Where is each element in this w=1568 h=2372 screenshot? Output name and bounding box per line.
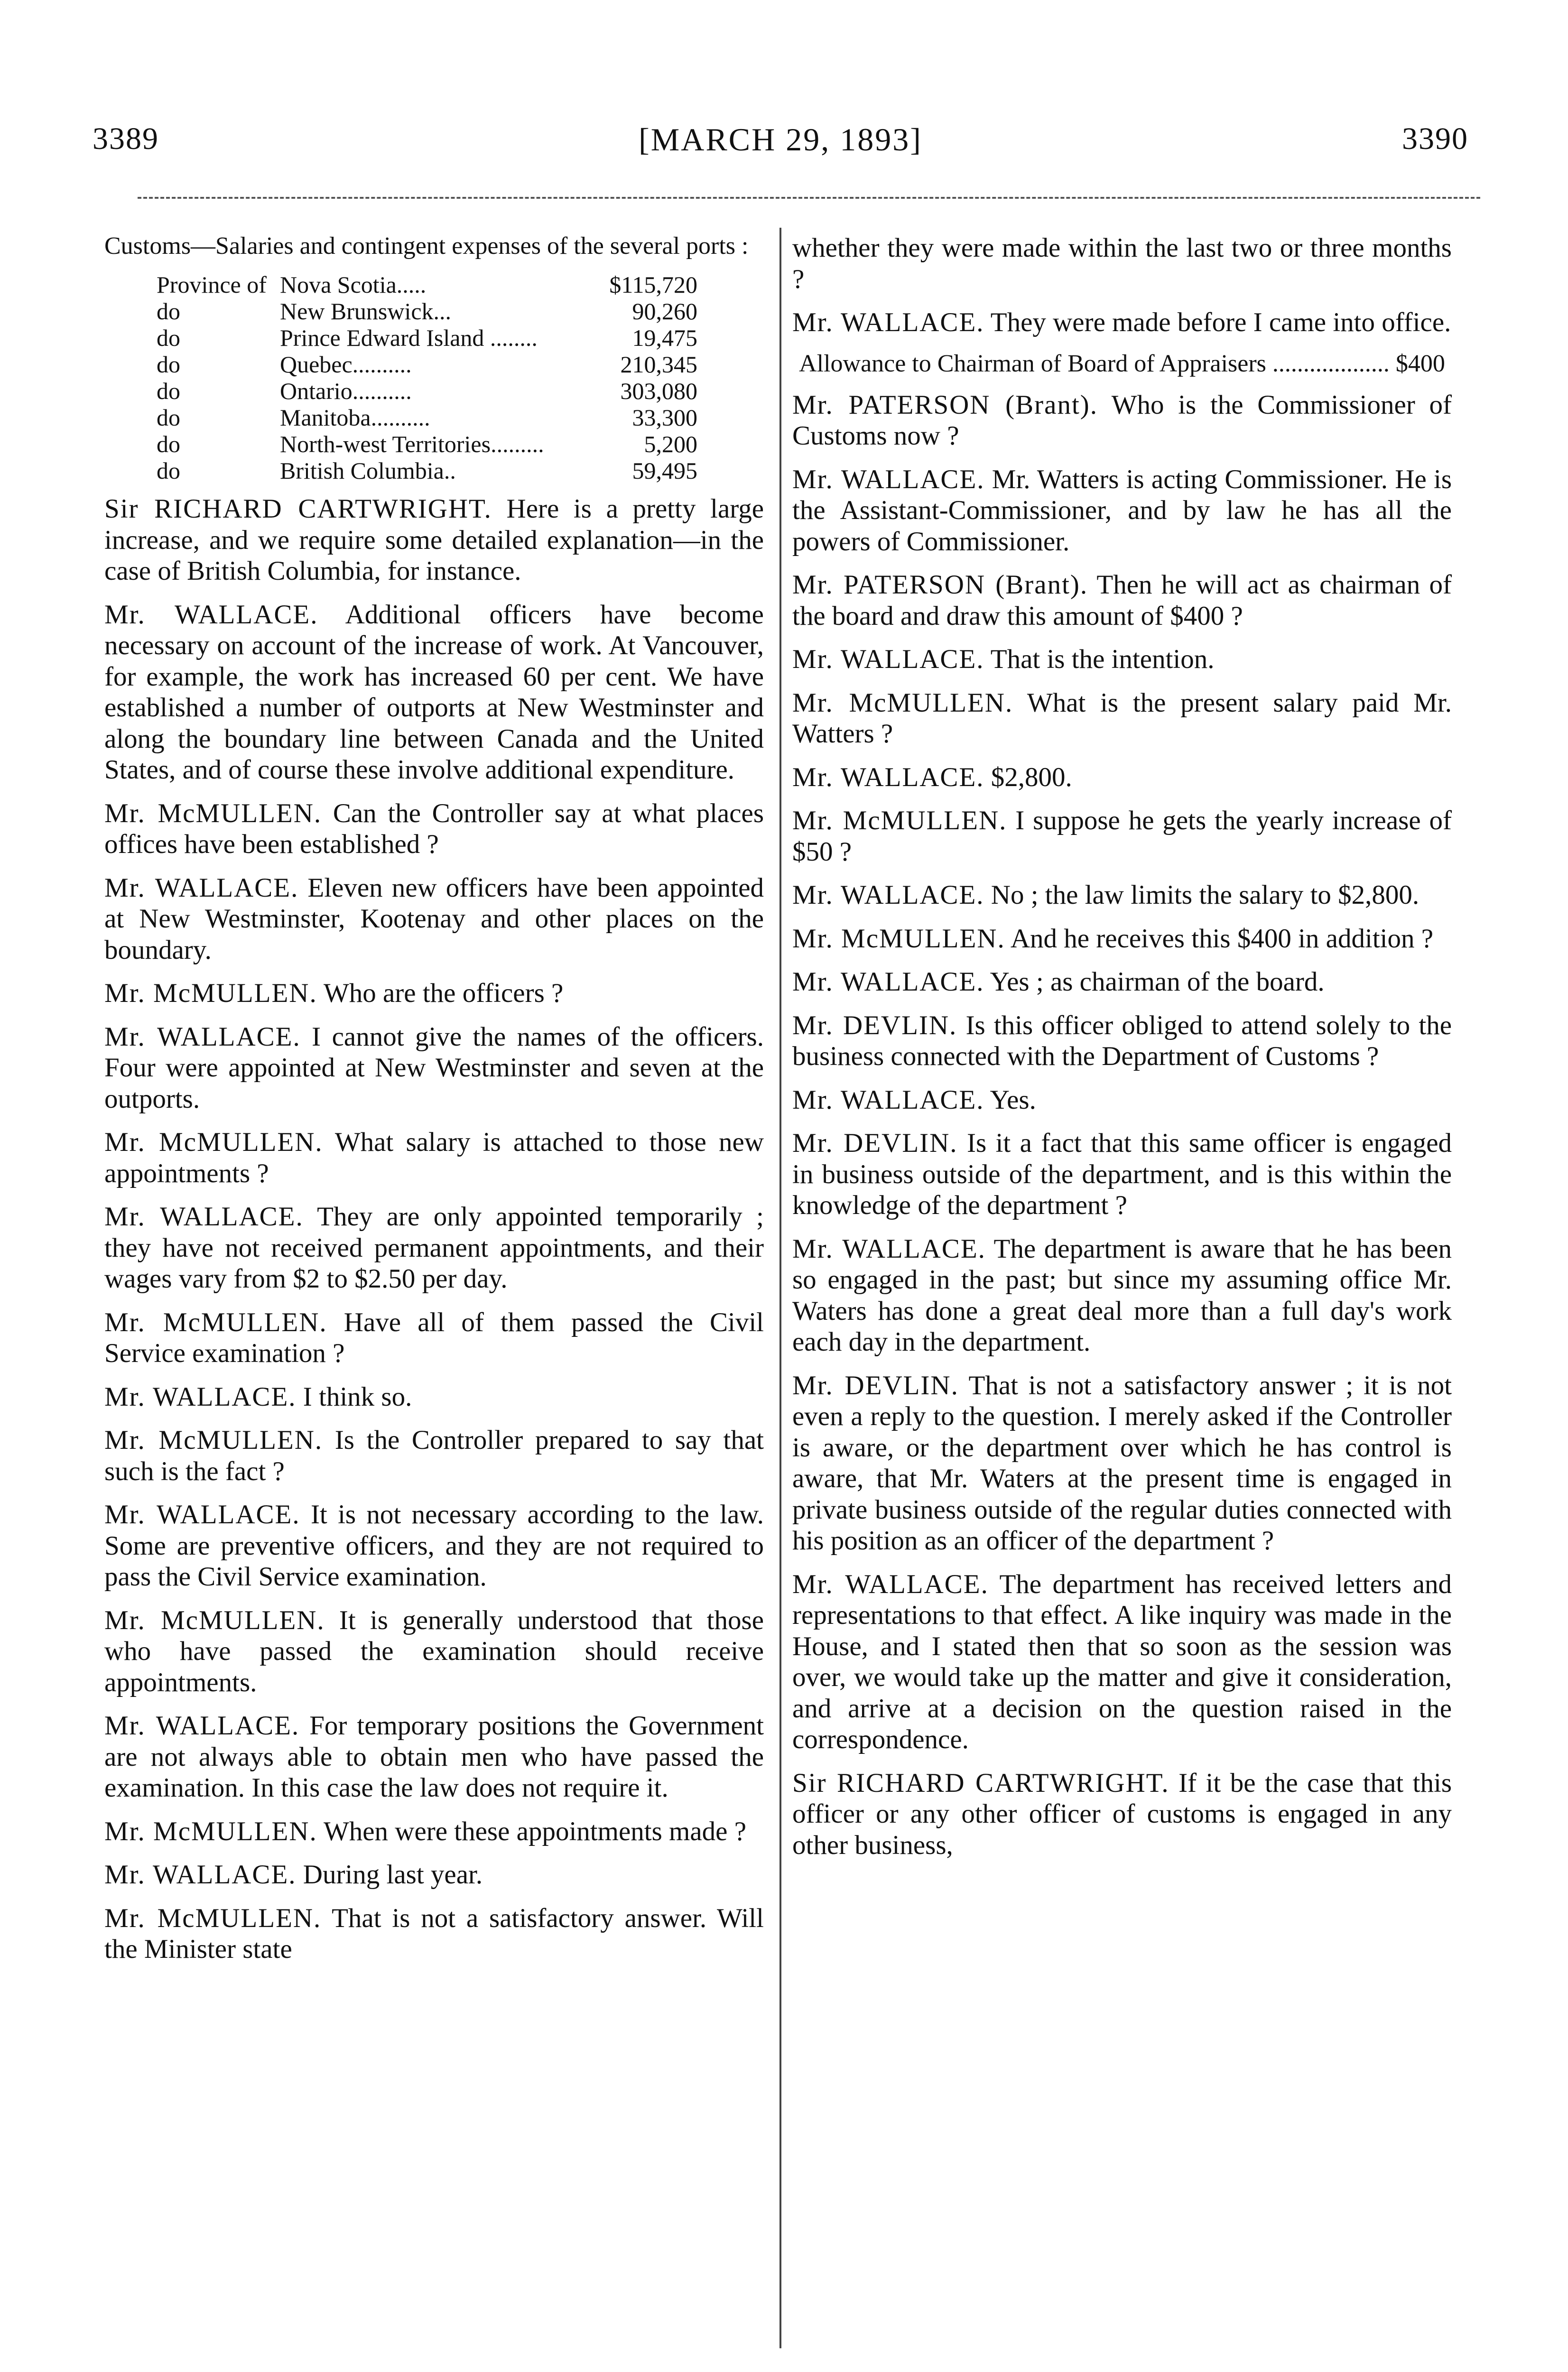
- speech-text: Is this officer obliged to attend solely to the business connected with the Department of Customs ?: [792, 1010, 1452, 1071]
- speech-text: During last year.: [303, 1860, 483, 1890]
- speech-text: Yes.: [990, 1084, 1036, 1115]
- port-name: North-west Territories.........: [280, 431, 544, 457]
- speech-paragraph: [104, 1021, 764, 1115]
- speech-paragraph: [104, 1816, 764, 1847]
- speaker-name: Mr. WALLACE.: [104, 1381, 297, 1412]
- port-row: [104, 324, 764, 351]
- speech-paragraph: [792, 1010, 1452, 1072]
- speech-paragraph: [792, 762, 1452, 793]
- allowance-label: Allowance to Chairman of Board of Appraisers ...................: [799, 350, 1390, 377]
- port-row: [104, 431, 764, 457]
- speaker-name: Mr. PATERSON (Brant).: [792, 570, 1088, 600]
- port-amount: 5,200: [644, 431, 697, 457]
- speech-text: The department has received letters and representations to that effect. A like inquiry was made in the House, and I stated then that so soon as the session was over, we would take up the matter and give it consideration, and arrive at a decision on the question raised in the correspondence.: [792, 1569, 1452, 1754]
- speech-text: For temporary positions the Government are not always able to obtain men who have passed the examination. In this case the law does not require it.: [104, 1711, 764, 1803]
- speech-paragraph: [792, 232, 1452, 295]
- speech-paragraph: [792, 644, 1452, 675]
- left-page-number: 3389: [93, 121, 159, 156]
- speech-paragraph: [104, 798, 764, 860]
- speech-paragraph: [104, 1499, 764, 1593]
- estimate-item-customs-salaries: Customs—Salaries and contingent expenses of the several ports :: [104, 232, 749, 259]
- port-prefix: do: [157, 324, 180, 351]
- port-name: Nova Scotia.....: [280, 271, 427, 298]
- port-prefix: do: [157, 404, 180, 431]
- port-expenses-table: [104, 271, 764, 484]
- port-row: [104, 457, 764, 484]
- speech-paragraph: [792, 1084, 1452, 1116]
- speech-text: Eleven new officers have been appointed at New Westminster, Kootenay and other places on the boundary.: [104, 872, 764, 965]
- speaker-name: Mr. WALLACE.: [104, 1202, 304, 1232]
- speaker-name: Mr. WALLACE.: [792, 464, 985, 494]
- speech-paragraph: [104, 599, 764, 786]
- speaker-name: Mr. McMULLEN.: [104, 1425, 323, 1455]
- speech-text: I suppose he gets the yearly increase of $50 ?: [792, 806, 1452, 867]
- speech-text: What is the present salary paid Mr. Watters ?: [792, 687, 1452, 749]
- speaker-name: Mr. PATERSON (Brant).: [792, 389, 1098, 420]
- speech-text: Additional officers have become necessary on account of the increase of work. At Vancouver, for example, the work has increased 60 per cent. We have established a number of outports at New Westminster and along the boundary line between Canada and the United States, and of course these involve additional expenditure.: [104, 599, 764, 785]
- speech-text: Is the Controller prepared to say that such is the fact ?: [104, 1425, 764, 1486]
- speech-text: Who is the Commissioner of Customs now ?: [792, 389, 1452, 451]
- speaker-name: Mr. McMULLEN.: [792, 923, 1005, 954]
- port-prefix: do: [157, 431, 180, 457]
- port-amount: 303,080: [620, 378, 697, 404]
- speaker-name: Mr. McMULLEN.: [104, 1605, 325, 1635]
- speaker-name: Mr. McMULLEN.: [792, 687, 1013, 718]
- speaker-name: Mr. DEVLIN.: [792, 1370, 959, 1400]
- speech-paragraph: [104, 1859, 764, 1890]
- port-name: British Columbia..: [280, 457, 456, 484]
- speech-text: What salary is attached to those new appointments ?: [104, 1127, 764, 1188]
- speech-paragraph: [792, 923, 1452, 954]
- right-column: [792, 232, 1452, 2358]
- speaker-name: Mr. WALLACE.: [792, 1569, 989, 1599]
- left-debate: [104, 493, 764, 1965]
- speaker-name: Mr. DEVLIN.: [792, 1128, 958, 1158]
- speaker-name: Mr. WALLACE.: [792, 880, 984, 910]
- speech-paragraph: [792, 1569, 1452, 1755]
- right-page-number: 3390: [1402, 121, 1468, 156]
- port-row: [104, 271, 764, 298]
- speech-paragraph: [792, 389, 1452, 452]
- speaker-name: Mr. WALLACE.: [792, 967, 984, 997]
- port-amount: 33,300: [632, 404, 697, 431]
- speech-text: Mr. Watters is acting Commissioner. He is the Assistant-Commissioner, and by law he has all the powers of Commissioner.: [792, 464, 1452, 556]
- speech-paragraph: [792, 569, 1452, 631]
- speaker-name: Mr. McMULLEN.: [792, 806, 1007, 835]
- port-prefix: do: [157, 351, 180, 378]
- speech-text: Have all of them passed the Civil Service examination ?: [104, 1307, 764, 1368]
- estimate-item-allowance: [792, 351, 1452, 377]
- left-column: [104, 232, 764, 2358]
- speech-paragraph: [104, 1710, 764, 1804]
- speaker-name: Mr. WALLACE.: [104, 1711, 300, 1741]
- port-row: [104, 404, 764, 431]
- speech-text: It is not necessary according to the law. Some are preventive officers, and they are not required to pass the Civil Service examination.: [104, 1500, 764, 1592]
- port-amount: 90,260: [632, 298, 697, 324]
- speech-text: Here is a pretty large increase, and we require some detailed explanation—in the case of British Columbia, for instance.: [104, 494, 764, 586]
- port-amount: $115,720: [609, 271, 697, 298]
- speech-text: That is not a satisfactory answer. Will the Minister state: [104, 1903, 764, 1964]
- speech-paragraph: [792, 464, 1452, 557]
- speaker-name: Mr. WALLACE.: [104, 599, 318, 630]
- speech-text: They were made before I came into office.: [990, 307, 1451, 337]
- port-amount: 19,475: [632, 324, 697, 351]
- speech-paragraph: [104, 1201, 764, 1295]
- speaker-name: Mr. McMULLEN.: [104, 798, 322, 828]
- speech-text: Is it a fact that this same officer is engaged in business outside of the department, and is this within the knowledge of the department ?: [792, 1128, 1452, 1220]
- speaker-name: Mr. McMULLEN.: [104, 1127, 323, 1157]
- speaker-name: Mr. WALLACE.: [792, 644, 984, 674]
- speaker-name: Mr. WALLACE.: [104, 872, 299, 903]
- speech-paragraph: [792, 1768, 1452, 1861]
- speech-paragraph: [792, 1128, 1452, 1221]
- port-name: Manitoba..........: [280, 404, 430, 431]
- speech-text: If it be the case that this officer or any other officer of customs is engaged in any other business,: [792, 1768, 1452, 1860]
- speech-text: I cannot give the names of the officers. Four were appointed at New Westminster and seven at the outports.: [104, 1021, 764, 1114]
- port-row: [104, 298, 764, 324]
- speech-text: The department is aware that he has been so engaged in the past; but since my assuming office Mr. Waters has done a great deal more than a full day's work each day in the department.: [792, 1233, 1452, 1357]
- port-prefix: do: [157, 378, 180, 404]
- right-debate: [792, 389, 1452, 1861]
- speaker-name: Mr. WALLACE.: [792, 1233, 986, 1264]
- header-date: [MARCH 29, 1893]: [639, 121, 922, 158]
- speech-text: Can the Controller say at what places offices have been established ?: [104, 798, 764, 859]
- speaker-name: Sir RICHARD CARTWRIGHT.: [792, 1768, 1169, 1798]
- port-amount: 210,345: [620, 351, 697, 378]
- speech-text: That is the intention.: [990, 644, 1215, 674]
- port-amount: 59,495: [632, 457, 697, 484]
- speech-paragraph: [104, 1903, 764, 1965]
- speaker-name: Sir RICHARD CARTWRIGHT.: [104, 494, 492, 524]
- port-name: Prince Edward Island ........: [280, 324, 538, 351]
- speech-paragraph: [104, 872, 764, 966]
- speech-paragraph: [792, 880, 1452, 911]
- speech-text: whether they were made within the last two or three months ?: [792, 233, 1452, 294]
- page-header: [93, 121, 1468, 164]
- port-prefix: do: [157, 298, 180, 324]
- column-divider: [779, 228, 781, 2348]
- speaker-name: Mr. WALLACE.: [792, 307, 984, 337]
- speech-paragraph: [792, 966, 1452, 998]
- speech-text: Yes ; as chairman of the board.: [990, 967, 1325, 997]
- speech-paragraph: [104, 1127, 764, 1189]
- speaker-name: Mr. WALLACE.: [792, 1084, 984, 1115]
- speech-text: That is not a satisfactory answer ; it is not even a reply to the question. I merely asked if the Controller is aware, or the department over which he has control is aware, that Mr. Waters at the present time is engaged in private business outside of the regular duties connected with his position as an officer of the department ?: [792, 1370, 1452, 1556]
- speech-paragraph: [104, 493, 764, 587]
- speaker-name: Mr. McMULLEN.: [104, 1816, 317, 1846]
- speech-paragraph: [104, 1381, 764, 1413]
- speech-text: Who are the officers ?: [323, 978, 564, 1008]
- speech-paragraph: [792, 307, 1452, 338]
- speech-text: They are only appointed temporarily ; they have not received permanent appointments, and their wages vary from $2 to $2.50 per day.: [104, 1202, 764, 1294]
- speaker-name: Mr. McMULLEN.: [104, 1307, 327, 1337]
- speech-text: It is generally understood that those who have passed the examination should receive appointments.: [104, 1605, 764, 1697]
- port-row: [104, 378, 764, 404]
- speaker-name: Mr. WALLACE.: [792, 762, 984, 792]
- speech-paragraph: [792, 1370, 1452, 1557]
- allowance-amount: $400: [1395, 350, 1445, 377]
- port-prefix: Province of: [157, 271, 267, 298]
- speech-paragraph: [104, 1425, 764, 1487]
- speaker-name: Mr. WALLACE.: [104, 1021, 301, 1052]
- speaker-name: Mr. WALLACE.: [104, 1500, 300, 1529]
- header-rule: [138, 197, 1480, 199]
- speech-paragraph: [104, 1307, 764, 1369]
- speech-paragraph: [792, 1233, 1452, 1358]
- speech-paragraph: [104, 1605, 764, 1698]
- port-prefix: do: [157, 457, 180, 484]
- speech-text: When were these appointments made ?: [323, 1816, 747, 1846]
- speech-text: And he receives this $400 in addition ?: [1010, 923, 1434, 954]
- speaker-name: Mr. McMULLEN.: [104, 978, 317, 1008]
- speaker-name: Mr. DEVLIN.: [792, 1010, 957, 1040]
- port-name: Quebec..........: [280, 351, 412, 378]
- speech-paragraph: [792, 805, 1452, 867]
- speech-text: $2,800.: [991, 762, 1072, 792]
- port-row: [104, 351, 764, 378]
- port-name: New Brunswick...: [280, 298, 452, 324]
- speaker-name: Mr. WALLACE.: [104, 1860, 297, 1890]
- speech-text: I think so.: [303, 1381, 412, 1412]
- port-name: Ontario..........: [280, 378, 412, 404]
- speech-text: No ; the law limits the salary to $2,800.: [991, 880, 1420, 910]
- speech-paragraph: [792, 687, 1452, 750]
- speech-paragraph: [104, 978, 764, 1009]
- speaker-name: Mr. McMULLEN.: [104, 1903, 322, 1933]
- speech-text: Then he will act as chairman of the board and draw this amount of $400 ?: [792, 570, 1452, 631]
